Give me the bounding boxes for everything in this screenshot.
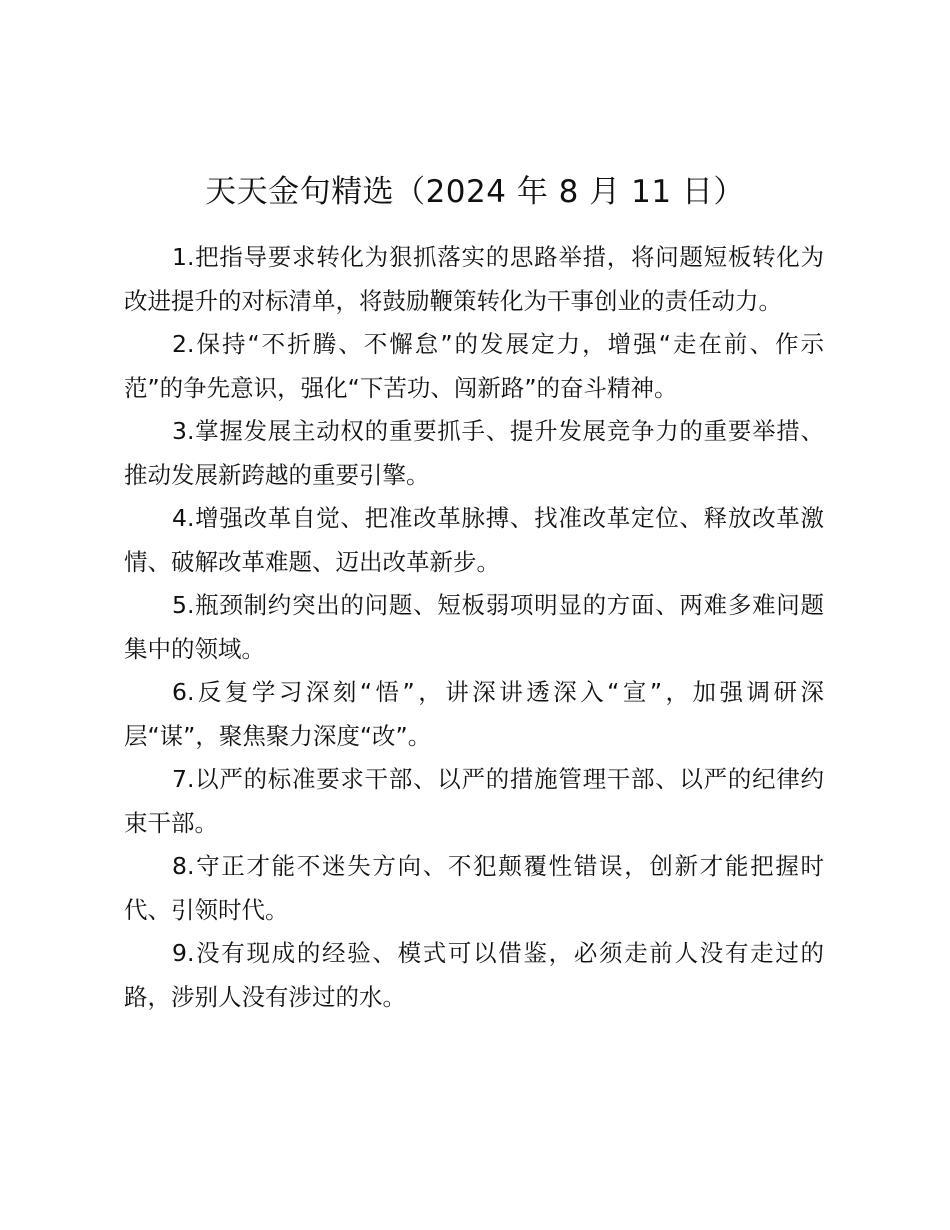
document-title: 天天金句精选（2024 年 8 月 11 日） <box>205 174 745 210</box>
paragraph-2: 2.保持“不折腾、不懈怠”的发展定力，增强“走在前、作示范”的争先意识，强化“下苦功、闯新路”的奋斗精神。 <box>124 330 824 402</box>
paragraph-1: 1.把指导要求转化为狠抓落实的思路举措，将问题短板转化为改进提升的对标清单，将鼓励鞭策转化为干事创业的责任动力。 <box>124 243 824 315</box>
paragraph-7: 7.以严的标准要求干部、以严的措施管理干部、以严的纪律约束干部。 <box>124 765 824 837</box>
paragraph-3: 3.掌握发展主动权的重要抓手、提升发展竞争力的重要举措、推动发展新跨越的重要引擎。 <box>124 417 824 489</box>
paragraph-5: 5.瓶颈制约突出的问题、短板弱项明显的方面、两难多难问题集中的领域。 <box>124 591 824 663</box>
paragraph-8: 8.守正才能不迷失方向、不犯颠覆性错误，创新才能把握时代、引领时代。 <box>124 852 824 924</box>
document-body <box>124 236 824 1019</box>
paragraph-6: 6.反复学习深刻“悟”，讲深讲透深入“宣”，加强调研深层“谋”，聚焦聚力深度“改”。 <box>124 678 824 750</box>
paragraph-4: 4.增强改革自觉、把准改革脉搏、找准改革定位、释放改革激情、破解改革难题、迈出改革新步。 <box>124 504 824 576</box>
paragraph-9: 9.没有现成的经验、模式可以借鉴，必须走前人没有走过的路，涉别人没有涉过的水。 <box>124 939 824 1011</box>
